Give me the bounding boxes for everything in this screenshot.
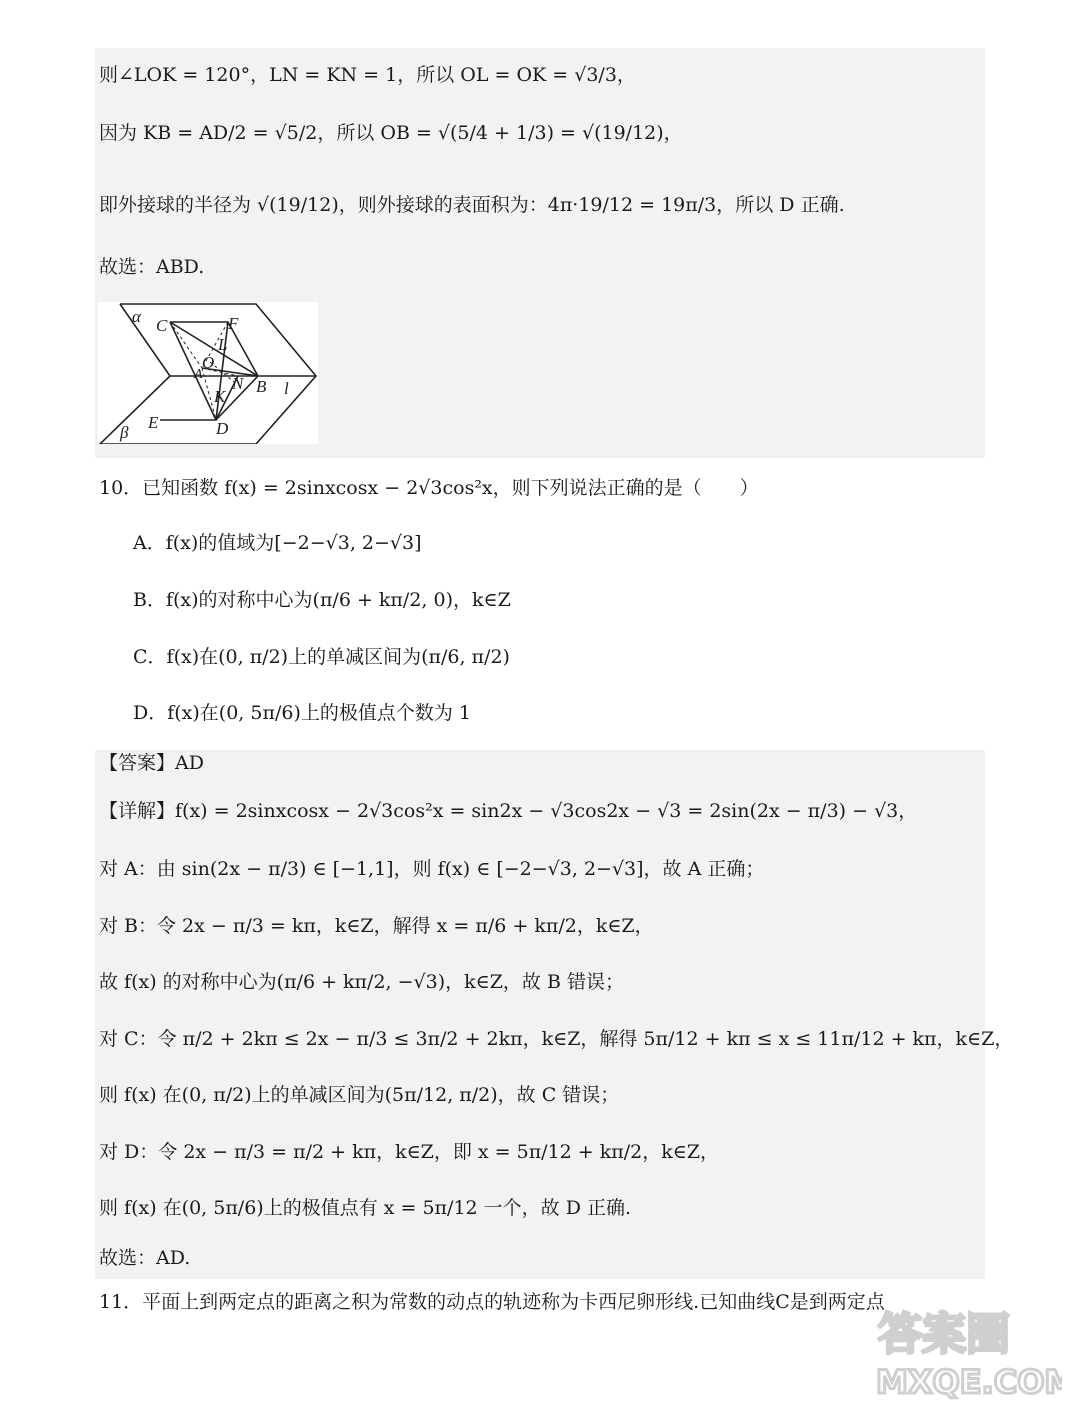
answer-d-1: 对 D：令 2x − π/3 = π/2 + kπ，k∈Z，即 x = 5π/12 + kπ/2，k∈Z， [99,1141,720,1163]
answer-c-1: 对 C：令 π/2 + 2kπ ≤ 2x − π/3 ≤ 3π/2 + 2kπ，k∈Z，解得 5π/12 + kπ ≤ x ≤ 11π/12 + kπ，k∈Z， [99,1028,1014,1050]
option-b: B．f(x)的对称中心为(π/6 + kπ/2, 0)，k∈Z [133,589,511,611]
answer-detail: 【详解】f(x) = 2sinxcosx − 2√3cos²x = sin2x − √3cos2x − √3 = 2sin(2x − π/3) − √3， [99,800,918,822]
label-alpha: α [132,307,141,326]
label-k: K [214,387,226,406]
answer-a: 对 A：由 sin(2x − π/3) ∈ [−1,1]，则 f(x) ∈ [−2−√3, 2−√3]，故 A 正确； [99,858,765,880]
label-d: D [216,419,229,438]
question-11-stem: 11．平面上到两定点的距离之积为常数的动点的轨迹称为卡西尼卵形线.已知曲线C是到两定点 [99,1291,885,1313]
label-l-axis: l [284,379,289,398]
watermark [872,1301,1062,1401]
label-e: E [148,413,159,432]
answer-c-2: 则 f(x) 在(0, π/2)上的单减区间为(5π/12, π/2)，故 C 错误； [99,1084,620,1106]
answer-b-2: 故 f(x) 的对称中心为(π/6 + kπ/2, −√3)，k∈Z，故 B 错误； [99,971,624,993]
label-n: N [232,374,244,393]
solution-line-1: 则∠LOK = 120°，LN = KN = 1，所以 OL = OK = √3/3， [99,64,636,86]
watermark-bottom: MXQE.COM [876,1363,1062,1401]
option-d: D．f(x)在(0, 5π/6)上的极值点个数为 1 [133,702,471,724]
label-l: L [218,335,228,354]
dihedral-diagram [98,302,318,444]
solution-line-2: 因为 KB = AD/2 = √5/2，所以 OB = √(5/4 + 1/3) = √(19/12)， [99,122,683,144]
label-b: B [256,377,267,396]
answer-d-2: 则 f(x) 在(0, 5π/6)上的极值点有 x = 5π/12 一个，故 D 正确. [99,1197,632,1219]
label-c: C [156,316,168,335]
label-a: A [194,367,203,382]
answer-choice: 故选：AD. [99,1247,191,1269]
watermark-top: 答案圈 [878,1309,1010,1360]
option-c: C．f(x)在(0, π/2)上的单减区间为(π/6, π/2) [133,646,510,668]
label-o: O [202,353,215,372]
option-a: A．f(x)的值域为[−2−√3, 2−√3] [133,532,422,554]
answer-label: 【答案】AD [99,752,204,774]
answer-b-1: 对 B：令 2x − π/3 = kπ，k∈Z，解得 x = π/6 + kπ/2，k∈Z， [99,915,654,937]
solution-choice: 故选：ABD. [99,256,205,278]
question-10-stem: 10．已知函数 f(x) = 2sinxcosx − 2√3cos²x，则下列说法正确的是（ ） [99,477,759,499]
label-beta: β [120,423,129,442]
label-f: F [228,314,239,333]
solution-line-3: 即外接球的半径为 √(19/12)，则外接球的表面积为：4π·19/12 = 19π/3，所以 D 正确. [99,194,845,216]
geometry-figure [98,302,318,444]
